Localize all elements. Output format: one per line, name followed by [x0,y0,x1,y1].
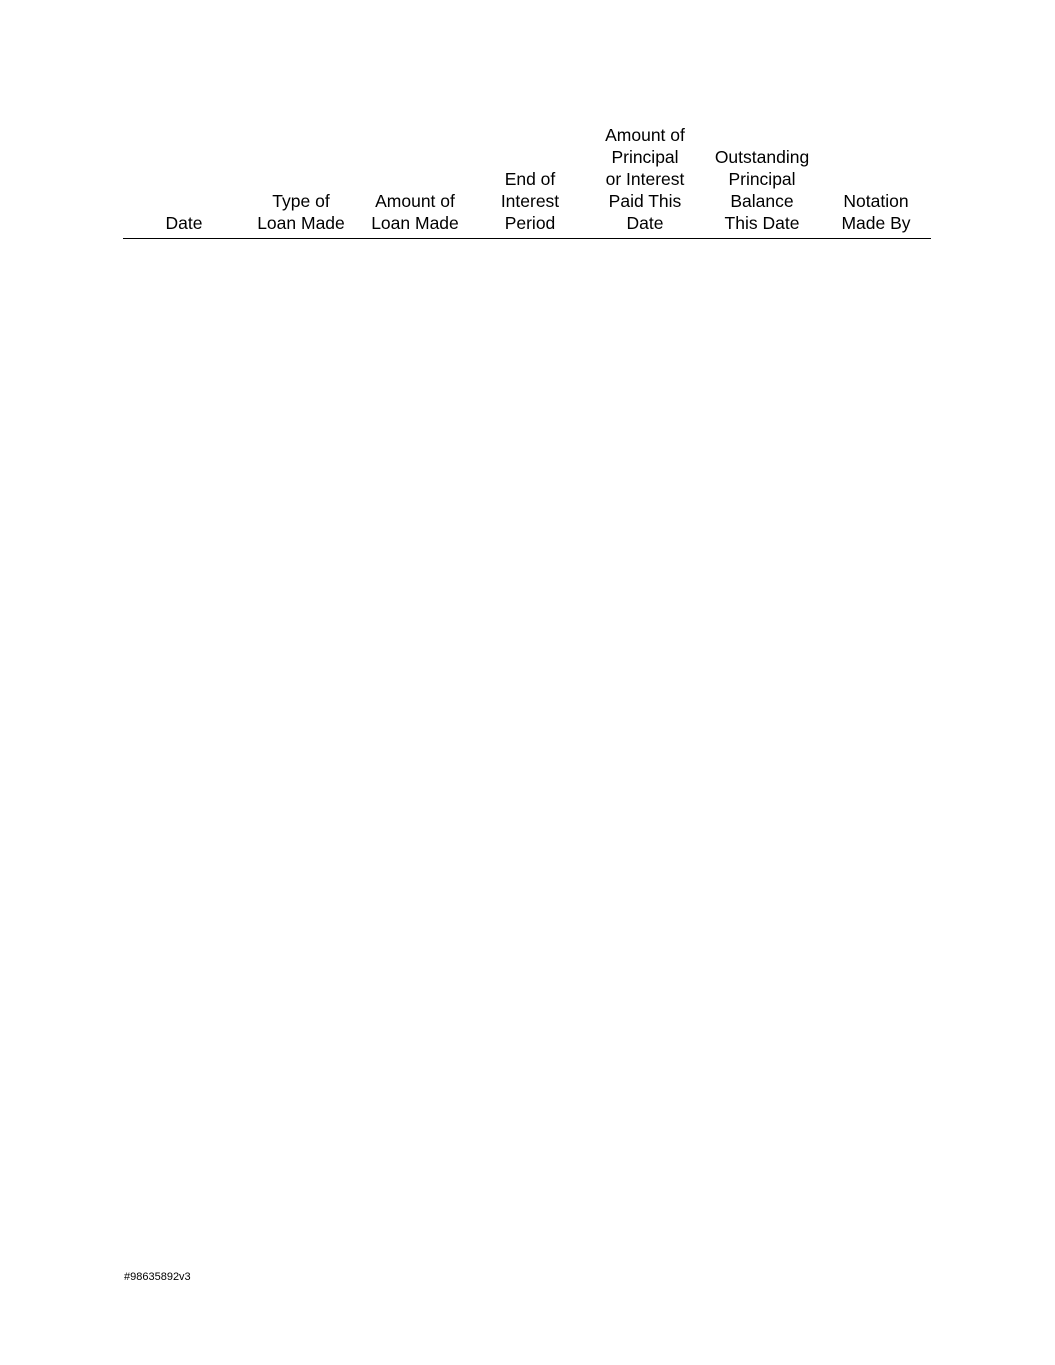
header-amount-paid-this-date [587,124,703,239]
header-amount-of-loan-made [357,124,473,239]
header-line: Period [504,213,556,233]
header-line: Type of [272,191,330,211]
header-notation-made-by [821,124,931,239]
header-line: Interest [500,191,560,211]
header-line: This Date [724,213,800,233]
document-id: #98635892v3 [124,1271,191,1283]
header-line: Notation [843,191,909,211]
header-outstanding-principal-balance [703,124,821,239]
header-line: Amount of [605,125,685,145]
loan-schedule-table [123,124,931,239]
header-date [123,124,245,239]
header-type-of-loan-made [245,124,357,239]
header-line: Balance [730,191,794,211]
header-line: Made By [841,213,911,233]
header-end-of-interest-period [473,124,587,239]
header-line: Date [626,213,664,233]
header-line: or Interest [605,169,685,189]
header-line: Loan Made [257,213,345,233]
header-line: Loan Made [371,213,459,233]
table-header-row [123,124,931,239]
header-line: Principal [611,147,679,167]
header-line: End of [504,169,556,189]
header-line: Amount of [375,191,455,211]
header-line: Paid This [608,191,682,211]
header-line: Outstanding [714,147,810,167]
header-line: Date [165,213,203,233]
header-line: Principal [728,169,796,189]
